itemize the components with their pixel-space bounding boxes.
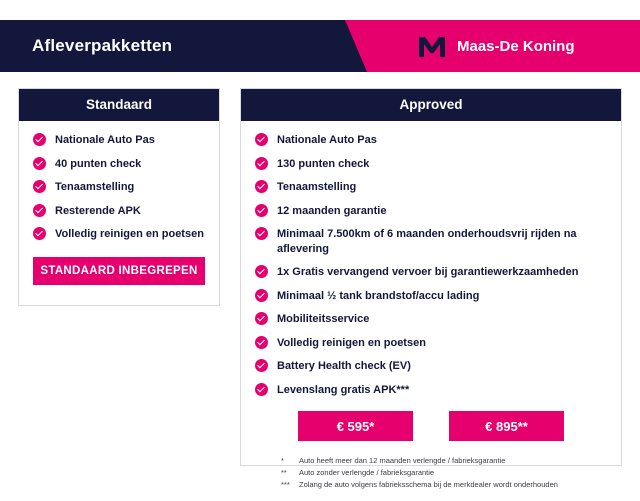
approved-card-body	[241, 121, 621, 501]
check-icon	[255, 204, 268, 217]
list-item	[33, 227, 205, 242]
footnote-text: Zolang de auto volgens fabrieksschema bij de merkdealer wordt onderhouden	[299, 480, 558, 490]
price-button-895[interactable]: € 895**	[449, 411, 564, 441]
footnote-mark: *	[281, 456, 284, 466]
check-icon	[255, 265, 268, 278]
list-item	[255, 312, 607, 327]
feature-label: Nationale Auto Pas	[55, 134, 155, 146]
header-angle-divider	[345, 20, 367, 72]
check-icon	[255, 312, 268, 325]
feature-label: Resterende APK	[55, 204, 141, 217]
check-icon	[255, 227, 268, 240]
check-icon	[255, 289, 268, 302]
approved-card-heading: Approved	[241, 89, 621, 121]
list-item	[255, 204, 607, 219]
price-buttons	[255, 411, 607, 441]
check-icon	[255, 383, 268, 396]
standard-package-card	[18, 88, 220, 306]
standard-card-heading: Standaard	[19, 89, 219, 121]
feature-label: Mobiliteitsservice	[277, 313, 370, 326]
list-item	[33, 180, 205, 195]
footnote-mark: **	[281, 468, 287, 478]
price-button-595[interactable]: € 595*	[298, 411, 413, 441]
check-icon	[33, 133, 46, 146]
standard-feature-list	[33, 133, 205, 242]
brand-name: Maas-De Koning	[457, 37, 575, 55]
check-icon	[33, 204, 46, 217]
check-icon	[33, 227, 46, 240]
check-icon	[255, 133, 268, 146]
footnote	[281, 479, 607, 491]
list-item	[33, 204, 205, 219]
page-header	[0, 20, 640, 72]
m-monogram-icon	[417, 33, 447, 59]
footnote-mark: ***	[281, 480, 290, 490]
list-item	[33, 133, 205, 148]
standard-card-body	[19, 121, 219, 295]
feature-label: Minimaal 7.500km of 6 maanden onderhoudsvrij rijden na aflevering	[277, 228, 577, 255]
list-item	[255, 133, 607, 148]
list-item	[255, 336, 607, 351]
list-item	[255, 383, 607, 398]
approved-package-card	[240, 88, 622, 490]
brand-bar	[367, 20, 640, 72]
list-item	[33, 157, 205, 172]
feature-label: Volledig reinigen en poetsen	[277, 336, 426, 349]
footnote-text: Auto zonder verlengde / fabrieksgarantie	[299, 468, 435, 478]
check-icon	[255, 180, 268, 193]
check-icon	[255, 336, 268, 349]
feature-label: 12 maanden garantie	[277, 204, 387, 217]
feature-label: Nationale Auto Pas	[277, 134, 377, 146]
check-icon	[255, 157, 268, 170]
footnote-text: Auto heeft meer dan 12 maanden verlengde / fabrieksgarantie	[299, 456, 506, 466]
standaard-inbegrepen-button[interactable]: STANDAARD INBEGREPEN	[33, 257, 205, 285]
feature-label: 40 punten check	[55, 157, 142, 170]
footnote	[281, 455, 607, 467]
feature-label: Tenaamstelling	[277, 181, 357, 194]
page-title: Afleverpakketten	[32, 36, 173, 55]
feature-label: Minimaal ½ tank brandstof/accu lading	[277, 289, 480, 302]
list-item	[255, 157, 607, 172]
list-item	[255, 359, 607, 374]
footnote	[281, 467, 607, 479]
feature-label: 1x Gratis vervangend vervoer bij garantiewerkzaamheden	[277, 266, 579, 279]
footnotes	[255, 455, 607, 491]
list-item	[255, 180, 607, 195]
feature-label: Volledig reinigen en poetsen	[55, 228, 204, 241]
feature-label: Tenaamstelling	[55, 181, 135, 194]
approved-feature-list	[255, 133, 607, 397]
list-item	[255, 227, 607, 256]
feature-label: Levenslang gratis APK***	[277, 383, 410, 396]
feature-label: Battery Health check (EV)	[277, 360, 411, 373]
list-item	[255, 265, 607, 280]
check-icon	[33, 157, 46, 170]
list-item	[255, 289, 607, 304]
feature-label: 130 punten check	[277, 157, 370, 170]
check-icon	[33, 180, 46, 193]
packages-content	[0, 72, 640, 490]
check-icon	[255, 359, 268, 372]
